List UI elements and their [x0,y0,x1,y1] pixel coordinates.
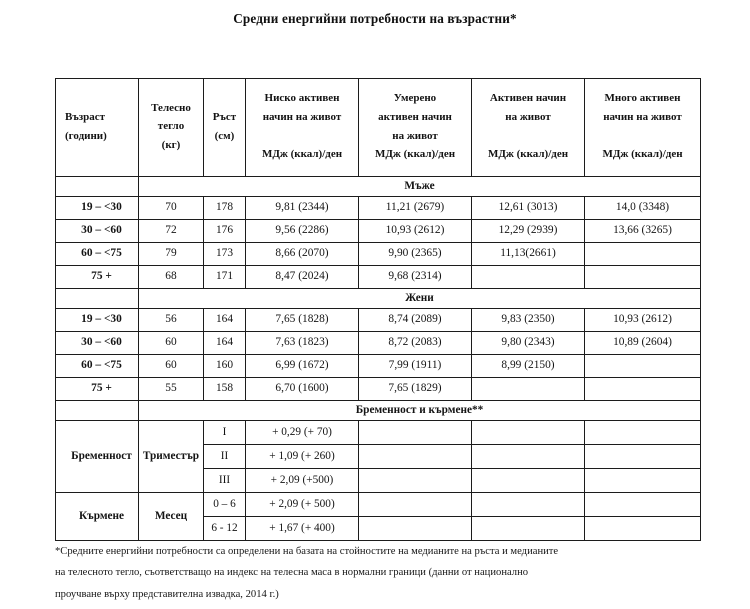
cell-active [472,378,585,401]
header-low-active-unit: МДж (ккал)/ден [261,148,343,161]
cell-very-active [585,266,701,289]
cell-height: 171 [204,266,246,289]
cell-age: 60 – <75 [56,355,139,378]
footnote-line-3: проучване върху представителна извадка, 2014 г.) [55,588,279,600]
table-row [56,243,701,266]
group-band-pregnancy-label: Бременност и кърмене** [139,401,701,421]
cell-height: 160 [204,355,246,378]
footnote-line-1: *Средните енергийни потребности са определени на базата на стойностите на медианите на ръста и медианите [55,546,559,557]
cell-blank [472,493,585,517]
footnote [55,541,735,605]
header-active-unit: МДж (ккал)/ден [487,148,569,161]
cell-low-active: 6,99 (1672) [246,355,359,378]
cell-height: 176 [204,220,246,243]
header-moderate-active-unit: МДж (ккал)/ден [374,148,456,161]
header-height-line-1: Ръст [212,110,237,123]
header-age-line-1: Възраст [65,110,106,123]
cell-weight: 72 [139,220,204,243]
cell-blank [359,421,472,445]
header-active-line-1: Активен начин [489,92,567,105]
table-row-pregnancy-1 [56,421,701,445]
cell-weight: 60 [139,355,204,378]
cell-very-active [585,355,701,378]
cell-lactation-period: 0 – 6 [204,493,246,517]
header-very-active-line-2: начин на живот [603,110,682,123]
header-low-active-line-1: Ниско активен [264,92,340,105]
cell-moderate-active: 8,74 (2089) [359,309,472,332]
group-band-men-label: Мъже [139,177,701,197]
cell-active: 9,80 (2343) [472,332,585,355]
cell-moderate-active: 7,99 (1911) [359,355,472,378]
cell-moderate-active: 9,68 (2314) [359,266,472,289]
cell-very-active [585,243,701,266]
cell-weight: 55 [139,378,204,401]
header-body-weight-line-1: Телесно [151,101,191,114]
header-moderate-active-line-1: Умерено [393,92,437,105]
energy-requirements-table [55,78,701,541]
header-moderate-active-line-2: активен начин [378,110,452,123]
cell-lactation-unit: Месец [139,493,204,541]
cell-blank [359,469,472,493]
cell-very-active: 13,66 (3265) [585,220,701,243]
header-body-weight [139,79,204,177]
cell-low-active: 9,81 (2344) [246,197,359,220]
cell-height: 164 [204,332,246,355]
table-row [56,309,701,332]
cell-low-active: 8,66 (2070) [246,243,359,266]
cell-pregnancy-unit: Триместър [139,421,204,493]
cell-active [472,266,585,289]
cell-blank [585,493,701,517]
group-band-pregnancy-spacer [56,401,139,421]
cell-pregnancy-label: Бременност [56,421,139,493]
header-low-active [246,79,359,177]
cell-moderate-active: 10,93 (2612) [359,220,472,243]
page-title: Средни енергийни потребности на възрастни* [233,11,517,26]
table-row [56,220,701,243]
cell-moderate-active: 8,72 (2083) [359,332,472,355]
cell-very-active [585,378,701,401]
cell-age: 75 + [56,266,139,289]
table-row-lactation-1 [56,493,701,517]
cell-blank [585,469,701,493]
group-band-women-spacer [56,289,139,309]
cell-height: 158 [204,378,246,401]
group-band-women [56,289,701,309]
table-row [56,197,701,220]
cell-age: 75 + [56,378,139,401]
cell-weight: 60 [139,332,204,355]
cell-low-active: 7,63 (1823) [246,332,359,355]
cell-blank [472,445,585,469]
cell-low-active: 9,56 (2286) [246,220,359,243]
header-height [204,79,246,177]
energy-requirements-table-wrapper [55,78,700,541]
cell-age: 60 – <75 [56,243,139,266]
group-band-women-label: Жени [139,289,701,309]
group-band-men [56,177,701,197]
cell-moderate-active: 11,21 (2679) [359,197,472,220]
cell-blank [585,445,701,469]
cell-very-active: 14,0 (3348) [585,197,701,220]
cell-blank [585,421,701,445]
header-active-line-2: на живот [505,110,551,123]
cell-active: 11,13(2661) [472,243,585,266]
cell-weight: 70 [139,197,204,220]
cell-very-active: 10,93 (2612) [585,309,701,332]
group-band-pregnancy [56,401,701,421]
header-low-active-line-2: начин на живот [262,110,342,123]
header-age [56,79,139,177]
cell-blank [472,421,585,445]
footnote-line-2: на телесното тегло, съответстващо на индекс на телесна маса в нормални граници (данни от национално [55,567,529,579]
cell-height: 164 [204,309,246,332]
table-row [56,378,701,401]
cell-blank [585,517,701,541]
cell-blank [359,517,472,541]
cell-pregnancy-period: III [204,469,246,493]
header-very-active-unit: МДж (ккал)/ден [602,148,683,161]
cell-lactation-value: + 2,09 (+ 500) [246,493,359,517]
header-very-active-line-1: Много активен [604,92,681,105]
cell-pregnancy-value: + 2,09 (+500) [246,469,359,493]
cell-lactation-period: 6 - 12 [204,517,246,541]
cell-active: 12,29 (2939) [472,220,585,243]
cell-age: 30 – <60 [56,332,139,355]
cell-lactation-label: Кърмене [56,493,139,541]
cell-weight: 68 [139,266,204,289]
cell-pregnancy-value: + 0,29 (+ 70) [246,421,359,445]
cell-age: 19 – <30 [56,309,139,332]
cell-age: 19 – <30 [56,197,139,220]
header-age-line-2: (години) [65,129,107,142]
cell-pregnancy-value: + 1,09 (+ 260) [246,445,359,469]
cell-low-active: 6,70 (1600) [246,378,359,401]
cell-active: 9,83 (2350) [472,309,585,332]
cell-low-active: 7,65 (1828) [246,309,359,332]
header-very-active [585,79,701,177]
cell-lactation-value: + 1,67 (+ 400) [246,517,359,541]
cell-blank [472,517,585,541]
header-moderate-active-line-3: на живот [392,129,438,142]
cell-moderate-active: 9,90 (2365) [359,243,472,266]
cell-pregnancy-period: I [204,421,246,445]
cell-pregnancy-period: II [204,445,246,469]
header-body-weight-line-3: (кг) [161,138,181,151]
group-band-men-spacer [56,177,139,197]
cell-active: 12,61 (3013) [472,197,585,220]
header-body-weight-line-2: тегло [157,120,185,133]
cell-weight: 56 [139,309,204,332]
header-moderate-active [359,79,472,177]
cell-blank [472,469,585,493]
table-header-row [56,79,701,177]
header-height-line-2: (см) [214,129,235,142]
cell-active: 8,99 (2150) [472,355,585,378]
cell-moderate-active: 7,65 (1829) [359,378,472,401]
cell-very-active: 10,89 (2604) [585,332,701,355]
header-active [472,79,585,177]
cell-blank [359,493,472,517]
cell-low-active: 8,47 (2024) [246,266,359,289]
cell-blank [359,445,472,469]
table-row [56,266,701,289]
cell-height: 173 [204,243,246,266]
table-row [56,355,701,378]
table-row [56,332,701,355]
cell-height: 178 [204,197,246,220]
cell-age: 30 – <60 [56,220,139,243]
cell-weight: 79 [139,243,204,266]
